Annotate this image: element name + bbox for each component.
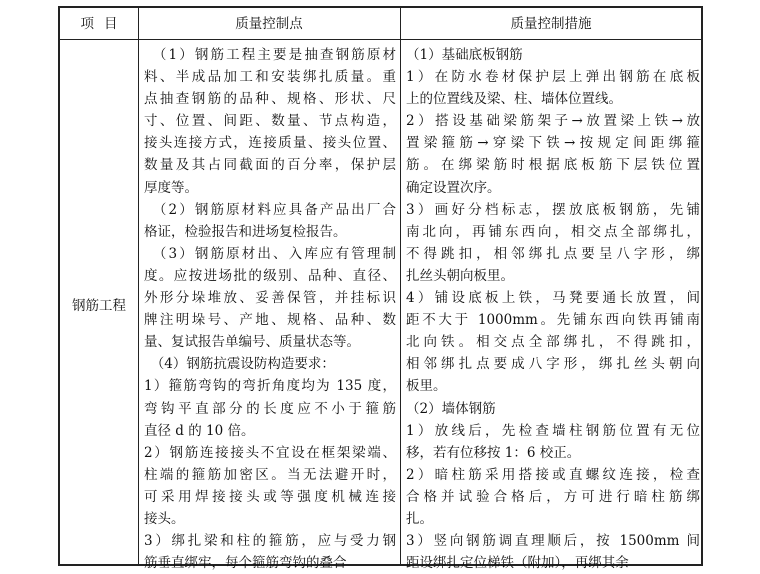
column-divider-1 xyxy=(138,8,139,564)
points-text-line: 料、半成品加工和安装绑扎质量。重 xyxy=(144,69,396,86)
measures-text-line: 筋。在绑梁筋时根据底板筋下层铁位置 xyxy=(406,157,700,174)
measures-text-line: 南北向，再铺东西向，相交点全部绑扎， xyxy=(406,223,700,240)
measures-text-line: 扎丝头朝向板里。 xyxy=(406,267,514,284)
points-text-line: 可采用焊接接头或等强度机械连接 xyxy=(144,488,396,505)
measures-text-line: 确定设置次序。 xyxy=(406,179,501,196)
points-text-line: （4）钢筋抗震设防构造要求： xyxy=(144,356,335,373)
measures-text-line: 距设绑扎定位梯铁（附加），再绑其余 xyxy=(406,555,629,572)
measures-text-line: 距不大于 1000mm。先铺东西向铁再铺南 xyxy=(406,312,700,329)
points-text-line: 度。应按进场批的级别、品种、直径、 xyxy=(144,267,396,284)
points-text-line: （2）钢筋原材料应具备产品出厂合 xyxy=(144,201,396,218)
measures-text-line: 1）放线后，先检查墙柱钢筋位置有无位 xyxy=(406,422,700,439)
points-text-line: （3）钢筋原材出、入库应有管理制 xyxy=(144,245,396,262)
measures-text-line: 相邻绑扎点要成八字形，绑扎丝头朝向 xyxy=(406,356,700,373)
points-text-line: 2）钢筋连接接头不宜设在框架梁端、 xyxy=(144,444,396,461)
measures-text-line: 置梁箍筋→穿梁下铁→按规定间距绑箍 xyxy=(406,135,700,152)
measures-text-line: 移，若有位移按 1：6 校正。 xyxy=(406,444,581,461)
measures-text-line: 3）竖向钢筋调直理顺后，按 1500mm 间 xyxy=(406,533,700,550)
points-text-line: 柱端的箍筋加密区。当无法避开时， xyxy=(144,466,396,483)
column-divider-2 xyxy=(400,8,401,564)
points-text-line: 1）箍筋弯钩的弯折角度均为 135 度， xyxy=(144,378,396,395)
points-text-line: 3）绑扎梁和柱的箍筋，应与受力钢 xyxy=(144,533,396,550)
measures-text-line: 合格并试验合格后，方可进行暗柱筋绑 xyxy=(406,488,700,505)
measures-text-line: 上的位置线及梁、柱、墙体位置线。 xyxy=(406,91,622,108)
measures-text-line: 3）画好分档标志，摆放底板钢筋，先铺 xyxy=(406,201,700,218)
measures-text-line: 板里。 xyxy=(406,378,447,395)
measures-text-line: 2）搭设基础梁筋架子→放置梁上铁→放 xyxy=(406,113,700,130)
points-text-line: 点抽查钢筋的品种、规格、形状、尺 xyxy=(144,91,396,108)
points-text-line: 弯钩平直部分的长度应不小于箍筋 xyxy=(144,400,396,417)
quality-control-measures-cell xyxy=(406,44,700,574)
points-text-line: （1）钢筋工程主要是抽查钢筋原材 xyxy=(144,47,396,63)
points-text-line: 牌注明垛号、产地、规格、品种、数 xyxy=(144,312,396,329)
points-text-line: 筋垂直绑牢，每个箍筋弯钩的叠合 xyxy=(144,555,347,572)
points-text-line: 量、复试报告单编号、质量状态等。 xyxy=(144,334,360,351)
measures-text-line: 2）暗柱筋采用搭接或直螺纹连接，检查 xyxy=(406,466,700,483)
points-text-line: 接头连接方式，连接质量、接头位置、 xyxy=(144,135,396,152)
points-text-line: 寸、位置、间距、数量、节点构造， xyxy=(144,113,396,130)
points-text-line: 外形分垛堆放、妥善保管，并挂标识 xyxy=(144,290,396,307)
measures-text-line: 1）在防水卷材保护层上弹出钢筋在底板 xyxy=(406,69,700,86)
row-item-label: 钢筋工程 xyxy=(72,298,126,314)
measures-text-line: （1）基础底板钢筋 xyxy=(406,47,523,63)
measures-text-line: （2）墙体钢筋 xyxy=(406,400,496,417)
points-text-line: 格证，检验报告和进场复检报告。 xyxy=(144,223,347,240)
header-quality-control-measures: 质量控制措施 xyxy=(510,16,592,32)
measures-text-line: 4）铺设底板上铁，马凳要通长放置，间 xyxy=(406,290,700,307)
header-quality-control-points: 质量控制点 xyxy=(235,16,303,32)
measures-text-line: 不得跳扣，相邻绑扎点要呈八字形，绑 xyxy=(406,245,700,262)
points-text-line: 数量及其占同截面的百分率，保护层 xyxy=(144,157,396,174)
quality-control-table xyxy=(58,6,703,572)
measures-text-line: 扎。 xyxy=(406,510,433,527)
table-header-row xyxy=(60,8,701,40)
points-text-line: 直径 d 的 10 倍。 xyxy=(144,422,255,439)
quality-control-points-cell xyxy=(144,44,396,574)
measures-text-line: 北向铁。相交点全部绑扎，不得跳扣， xyxy=(406,334,700,351)
points-text-line: 接头。 xyxy=(144,510,185,527)
header-item: 项目 xyxy=(80,16,128,32)
points-text-line: 厚度等。 xyxy=(144,179,198,196)
